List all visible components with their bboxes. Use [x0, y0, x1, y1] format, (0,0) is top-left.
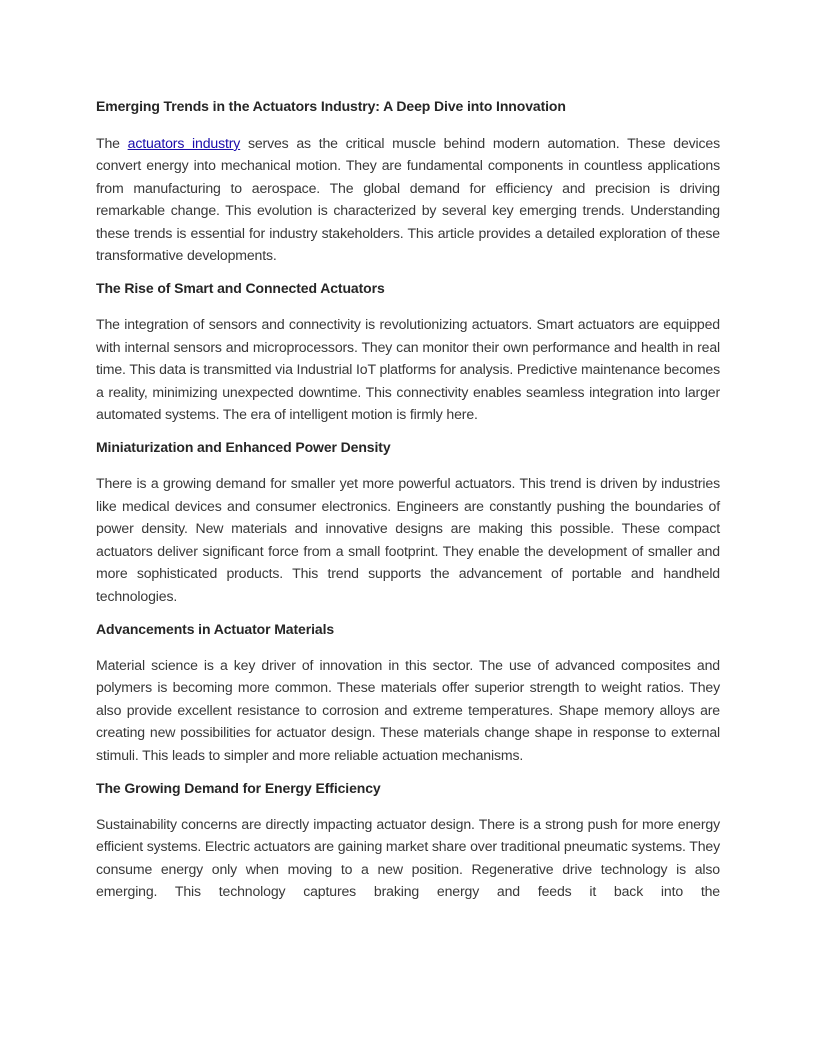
intro-paragraph [96, 132, 720, 266]
section-body-materials: Material science is a key driver of innovation in this sector. The use of advanced composites and polymers is becoming more common. These materials offer superior strength to weight ratios. They also provide excellent resistance to corrosion and extreme temperatures. Shape memory alloys are creating new possibilities for actuator design. These materials change shape in response to external stimuli. This leads to simpler and more reliable actuation mechanisms. [96, 656, 720, 763]
section-body-miniaturization: There is a growing demand for smaller yet more powerful actuators. This trend is driven by industries like medical devices and consumer electronics. Engineers are constantly pushing the boundaries of power density. New materials and innovative designs are making this possible. These compact actuators deliver significant force from a small footprint. They enable the development of smaller and more sophisticated products. This trend supports the advancement of portable and handheld technologies. [96, 475, 720, 604]
section-body-energy-efficiency: Sustainability concerns are directly impacting actuator design. There is a strong push for more energy efficient systems. Electric actuators are gaining market share over traditional pneumatic systems. They consume energy only when moving to a new position. Regenerative drive technology is also emerging. This technology captures braking energy and feeds it back into the [96, 815, 721, 900]
section-body-smart-actuators: The integration of sensors and connectivity is revolutionizing actuators. Smart actuators are equipped with internal sensors and microprocessors. They can monitor their own performance and health in real time. This data is transmitted via Industrial IoT platforms for analysis. Predictive maintenance becomes a reality, minimizing unexpected downtime. This connectivity enables seamless integration into larger automated systems. The era of intelligent motion is firmly here. [96, 316, 720, 423]
actuators-industry-link[interactable]: actuators industry [127, 135, 241, 151]
section-heading-energy-efficiency: The Growing Demand for Energy Efficiency [96, 779, 381, 796]
document-title: Emerging Trends in the Actuators Industry: A Deep Dive into Innovation [96, 98, 566, 114]
intro-suffix: serves as the critical muscle behind modern automation. These devices convert energy into mechanical motion. They are fundamental components in countless applications from manufacturing to aerospace. The global demand for efficiency and precision is driving remarkable change. This evolution is characterized by several key emerging trends. Understanding these trends is essential for industry stakeholders. This article provides a detailed exploration of these transformative developments. [96, 135, 720, 264]
section-heading-smart-actuators: The Rise of Smart and Connected Actuators [96, 280, 385, 297]
section-heading-materials: Advancements in Actuator Materials [96, 620, 335, 637]
document-page [96, 96, 720, 903]
intro-prefix: The [96, 135, 128, 151]
section-heading-miniaturization: Miniaturization and Enhanced Power Density [96, 439, 391, 456]
